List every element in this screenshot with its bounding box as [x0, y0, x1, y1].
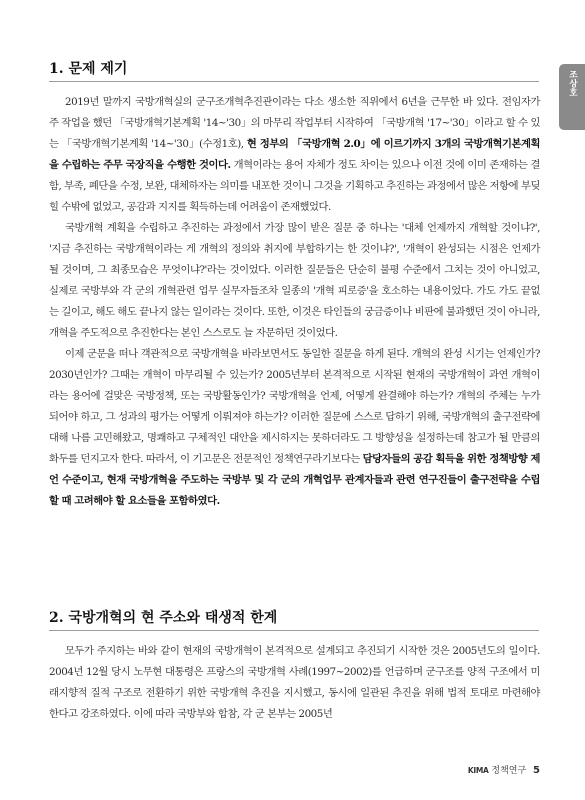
section2-title: 2. 국방개혁의 현 주소와 태생적 한계	[49, 610, 278, 626]
page-footer	[468, 763, 540, 776]
journal-name: 정책연구	[491, 766, 527, 776]
section2-title-rule	[49, 630, 539, 631]
section1-p3-text-a: 이제 군문을 떠나 객관적으로 국방개혁을 바라보면서도 동일한 질문을 하게 된다. 개혁의 완성 시기는 언제인가? 2030년인가? 그때는 개혁이 마무리될 수 있는가? 2005년부터 본격적으로 시작된 현재의 국방개혁이 과연 개혁이라는 용어에 걸맞은 국방정책, 또는 국방활동인가? 국방개혁을 언제, 어떻게 완결해야 하는가? 개혁의 주체는 누가 되어야 하고, 그 성과의 평가는 어떻게 이뤄져야 하는가? 이러한 질문에 스스로 답하기 위해, 국방개혁의 출구전략에 대해 나름 고민해왔고, 명쾌하고 구체적인 대안을 제시하지는 못하더라도 그 방향성을 설정하는데 참고가 될 만큼의 화두를 던지고자 한다. 따라서, 이 기고문은 전문적인 정책연구라기보다는	[49, 348, 540, 465]
section1-paragraph-3	[49, 344, 540, 512]
section1-title: 1. 문제 제기	[49, 61, 128, 77]
section1-p3-bold: 담당자들의 공감 획득을 위한 정책방향 제언 수준이고, 현재 국방개혁을 주도하는 국방부 및 각 군의 개혁업무 관계자들과 관련 연구진들이 출구전략을 수립할 때 고려해야 할 요소들을 포함하였다.	[49, 453, 540, 507]
section1-p1-text-b: 개혁이라는 용어 자체가 정도 차이는 있으나 이전 것에 이미 존재하는 결함, 부족, 폐단을 수정, 보완, 대체하자는 의미를 내포한 것이니 그것을 기획하고 추진하는 과정에서 많은 저항에 부딪힐 수밖에 없었고, 공감과 지지를 획득하는데 어려움이 존재했었다.	[49, 159, 540, 213]
kima-logo: KIMA	[467, 766, 489, 775]
chapter-side-tab-label: 조상호	[567, 70, 578, 97]
section2-paragraph-1: 모두가 주지하는 바와 같이 현재의 국방개혁이 본격적으로 설계되고 추진되기 시작한 것은 2005년도의 일이다. 2004년 12월 당시 노무현 대통령은 프랑스의 국방개혁 사례(1997~2002)를 언급하며 군구조를 양적 구조에서 미래지향적 질적 구조로 전환하기 위한 국방개혁 추진을 지시했고, 동시에 일관된 추진을 위해 법적 토대로 마련해야 한다고 강조하였다. 이에 따라 국방부와 합참, 각 군 본부는 2005년	[49, 645, 540, 720]
section2-body	[49, 641, 540, 725]
section1-body	[49, 92, 540, 512]
section1-paragraph-2: 국방개혁 계획을 수립하고 추진하는 과정에서 가장 많이 받은 질문 중 하나는 '대체 언제까지 개혁할 것이냐?', '지금 추진하는 국방개혁이라는 게 개혁의 정의와 취지에 부합하기는 한 것이냐?', '개혁이 완성되는 시점은 언제가 될 것이며, 그 최종모습은 무엇이냐?'라는 것이었다. 이러한 질문들은 단순히 불평 수준에서 그치는 것이 아니었고, 실제로 국방부와 각 군의 개혁관련 업무 실무자들조차 일종의 '개혁 피로증'을 호소하는 내용이었다. 가도 가도 끝없는 길이고, 해도 해도 끝나지 않는 일이라는 것이다. 또한, 이것은 타인들의 궁금증이나 비판에 불과했던 것이 아니라, 개혁을 주도적으로 추진한다는 본인 스스로도 늘 자문하던 것이었다.	[49, 222, 540, 339]
page-number: 5	[533, 765, 540, 776]
section1-p1-text-a: 2019년 말까지 국방개혁실의 군구조개혁추진관이라는 다소 생소한 직위에서 6년을 근무한 바 있다. 전임자가 주 작업을 했던 「국방개혁기본계획 '14~'30」의 마무리 작업부터 시작하여 「국방개혁 '17~'30」이라고 할 수 있는 「국방개혁기본계획 '14~'30」(수정1호),	[49, 96, 540, 150]
section1-p1-bold: 현 정부의 「국방개혁 2.0」에 이르기까지 3개의 국방개혁기본계획을 수립하는 주무 국장직을 수행한 것이다.	[49, 138, 541, 171]
section1-paragraph-1	[49, 92, 540, 218]
chapter-side-tab	[559, 64, 585, 130]
section1-title-rule	[49, 81, 539, 82]
